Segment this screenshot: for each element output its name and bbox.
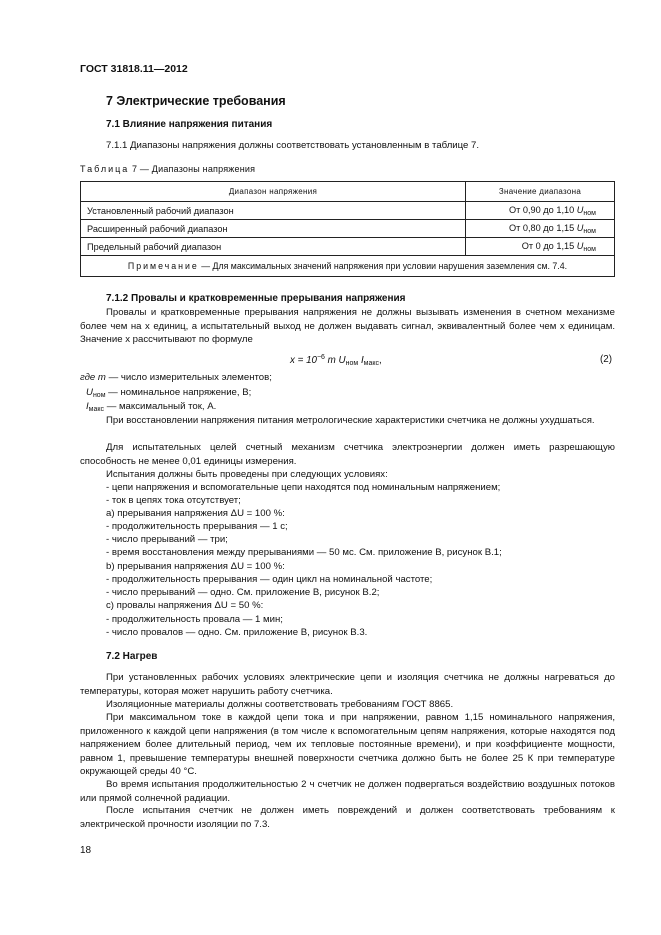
- legend-text: — число измерительных элементов;: [105, 372, 272, 383]
- condition-line: - продолжительность провала — 1 мин;: [106, 614, 283, 625]
- subsection-title-7-2: 7.2 Нагрев: [106, 651, 158, 662]
- paragraph-heating-2: Изоляционные материалы должны соответствовать требованиям ГОСТ 8865.: [106, 699, 454, 710]
- paragraph-heating-5: После испытания счетчик не должен иметь повреждений и должен соответствовать требованиям к электрической прочности изоляции по 7.3.: [80, 805, 615, 830]
- value-subscript: ном: [583, 227, 596, 235]
- table-header-row: [81, 182, 615, 202]
- paragraph-heating-1: При установленных рабочих условиях электрические цепи и изоляция счетчика не должны нагреваться до температуры, которая может нарушить работу счетчика.: [80, 672, 615, 697]
- condition-line: - продолжительность прерывания — один цикл на номинальной частоте;: [106, 574, 433, 585]
- value-symbol: U: [576, 222, 584, 233]
- condition-line: - число прерываний — три;: [106, 534, 228, 545]
- table-row: [81, 220, 615, 238]
- condition-line: - время восстановления между прерываниями — 50 мс. См. приложение В, рисунок В.1;: [106, 547, 502, 558]
- table-caption: [80, 164, 255, 174]
- table-row: [81, 238, 615, 256]
- legend-item: [86, 387, 251, 399]
- legend-symbol: I: [86, 401, 89, 412]
- legend-symbol: где m: [80, 372, 106, 383]
- subsection-title-7-1-2: 7.1.2 Провалы и кратковременные прерывания напряжения: [106, 293, 406, 304]
- paragraph-heating-4: Во время испытания продолжительностью 2 ч счетчик не должен подвергаться воздействию воздушных потоков или прямой солнечной радиации.: [80, 779, 615, 804]
- legend-item: [80, 372, 272, 383]
- table-note: [81, 256, 615, 277]
- legend-item: [86, 401, 216, 413]
- paragraph-dips: Провалы и кратковременные прерывания напряжения не должны вызывать изменения в счетном механизме более чем на x единиц, а испытательный выход не должен выдавать сигнал, эквивалентный более чем x единицам. Значение x рассчитывают по формуле: [80, 307, 615, 345]
- document-header: ГОСТ 31818.11—2012: [80, 63, 188, 75]
- value-text: От 0 до 1,15: [521, 240, 577, 251]
- formula-exponent: −6: [316, 354, 325, 361]
- table-cell-value: [466, 238, 615, 256]
- value-subscript: ном: [583, 209, 596, 217]
- voltage-range-table: [80, 181, 615, 277]
- condition-line: - число прерываний — одно. См. приложение В, рисунок В.2;: [106, 587, 380, 598]
- formula-sub-max: макс: [363, 360, 380, 367]
- table-caption-label: Таблица: [80, 164, 130, 174]
- table-head-range: Диапазон напряжения: [81, 182, 466, 202]
- value-subscript: ном: [583, 245, 596, 253]
- table-caption-text: 7 — Диапазоны напряжения: [129, 164, 256, 174]
- condition-line: b) прерывания напряжения ΔU = 100 %:: [106, 561, 285, 572]
- condition-line: с) провалы напряжения ΔU = 50 %:: [106, 600, 264, 611]
- formula-tail: ,: [379, 355, 382, 366]
- formula: [290, 354, 382, 367]
- legend-subscript: ном: [92, 392, 106, 399]
- formula-lhs: x = 10: [290, 355, 317, 366]
- formula-number: (2): [600, 354, 612, 365]
- table-head-value: Значение диапазона: [466, 182, 615, 202]
- paragraph-resolution: Для испытательных целей счетный механизм счетчика электроэнергии должен иметь разрешающую способность не менее 0,01 единицы измерения.: [80, 442, 615, 467]
- formula-mu: m U: [324, 355, 346, 366]
- page-number: 18: [80, 845, 92, 856]
- value-text: От 0,90 до 1,10: [508, 204, 577, 215]
- legend-symbol: U: [86, 387, 93, 398]
- value-symbol: U: [576, 204, 584, 215]
- formula-sub-nom: ном: [345, 360, 359, 367]
- condition-line: - цепи напряжения и вспомогательные цепи находятся под номинальным напряжением;: [106, 482, 501, 493]
- note-text: — Для максимальных значений напряжения при условии нарушения заземления см. 7.4.: [198, 261, 568, 271]
- table-cell-label: Расширенный рабочий диапазон: [81, 220, 466, 238]
- legend-subscript: макс: [88, 406, 105, 413]
- subsection-title-7-1: 7.1 Влияние напряжения питания: [106, 119, 273, 130]
- legend-text: — номинальное напряжение, В;: [105, 387, 252, 398]
- table-cell-value: [466, 202, 615, 220]
- table-cell-value: [466, 220, 615, 238]
- note-label: Примечание: [127, 261, 199, 271]
- section-title: 7 Электрические требования: [106, 94, 286, 108]
- condition-line: - ток в цепях тока отсутствует;: [106, 495, 241, 506]
- condition-line: а) прерывания напряжения ΔU = 100 %:: [106, 508, 285, 519]
- formula-i: I: [358, 355, 364, 366]
- paragraph-heating-3: При максимальном токе в каждой цепи тока и при напряжении, равном 1,15 номинального напряжения, приложенного к каждой цепи напряжения (в том числе к вспомогательным цепям напряжения, которые находятся под напряжением более длительный период, чем их тепловые постоянные времени), и при коэффициенте мощности, равном 1, превышение температуры внешней поверхности счетчика должно быть не более 25 К при температуре окружающей среды 40 °С.: [80, 712, 615, 777]
- value-symbol: U: [576, 240, 584, 251]
- table-cell-label: Установленный рабочий диапазон: [81, 202, 466, 220]
- paragraph-7-1-1: 7.1.1 Диапазоны напряжения должны соответствовать установленным в таблице 7.: [106, 140, 480, 151]
- paragraph-restore: При восстановлении напряжения питания метрологические характеристики счетчика не должны ухудшаться.: [106, 415, 595, 426]
- table-note-row: [81, 256, 615, 277]
- value-text: От 0,80 до 1,15: [508, 222, 577, 233]
- condition-line: Испытания должны быть проведены при следующих условиях:: [106, 469, 388, 480]
- table-cell-label: Предельный рабочий диапазон: [81, 238, 466, 256]
- legend-text: — максимальный ток, А.: [104, 401, 217, 412]
- table-row: [81, 202, 615, 220]
- condition-line: - число провалов — одно. См. приложение В, рисунок В.3.: [106, 627, 368, 638]
- condition-line: - продолжительность прерывания — 1 с;: [106, 521, 288, 532]
